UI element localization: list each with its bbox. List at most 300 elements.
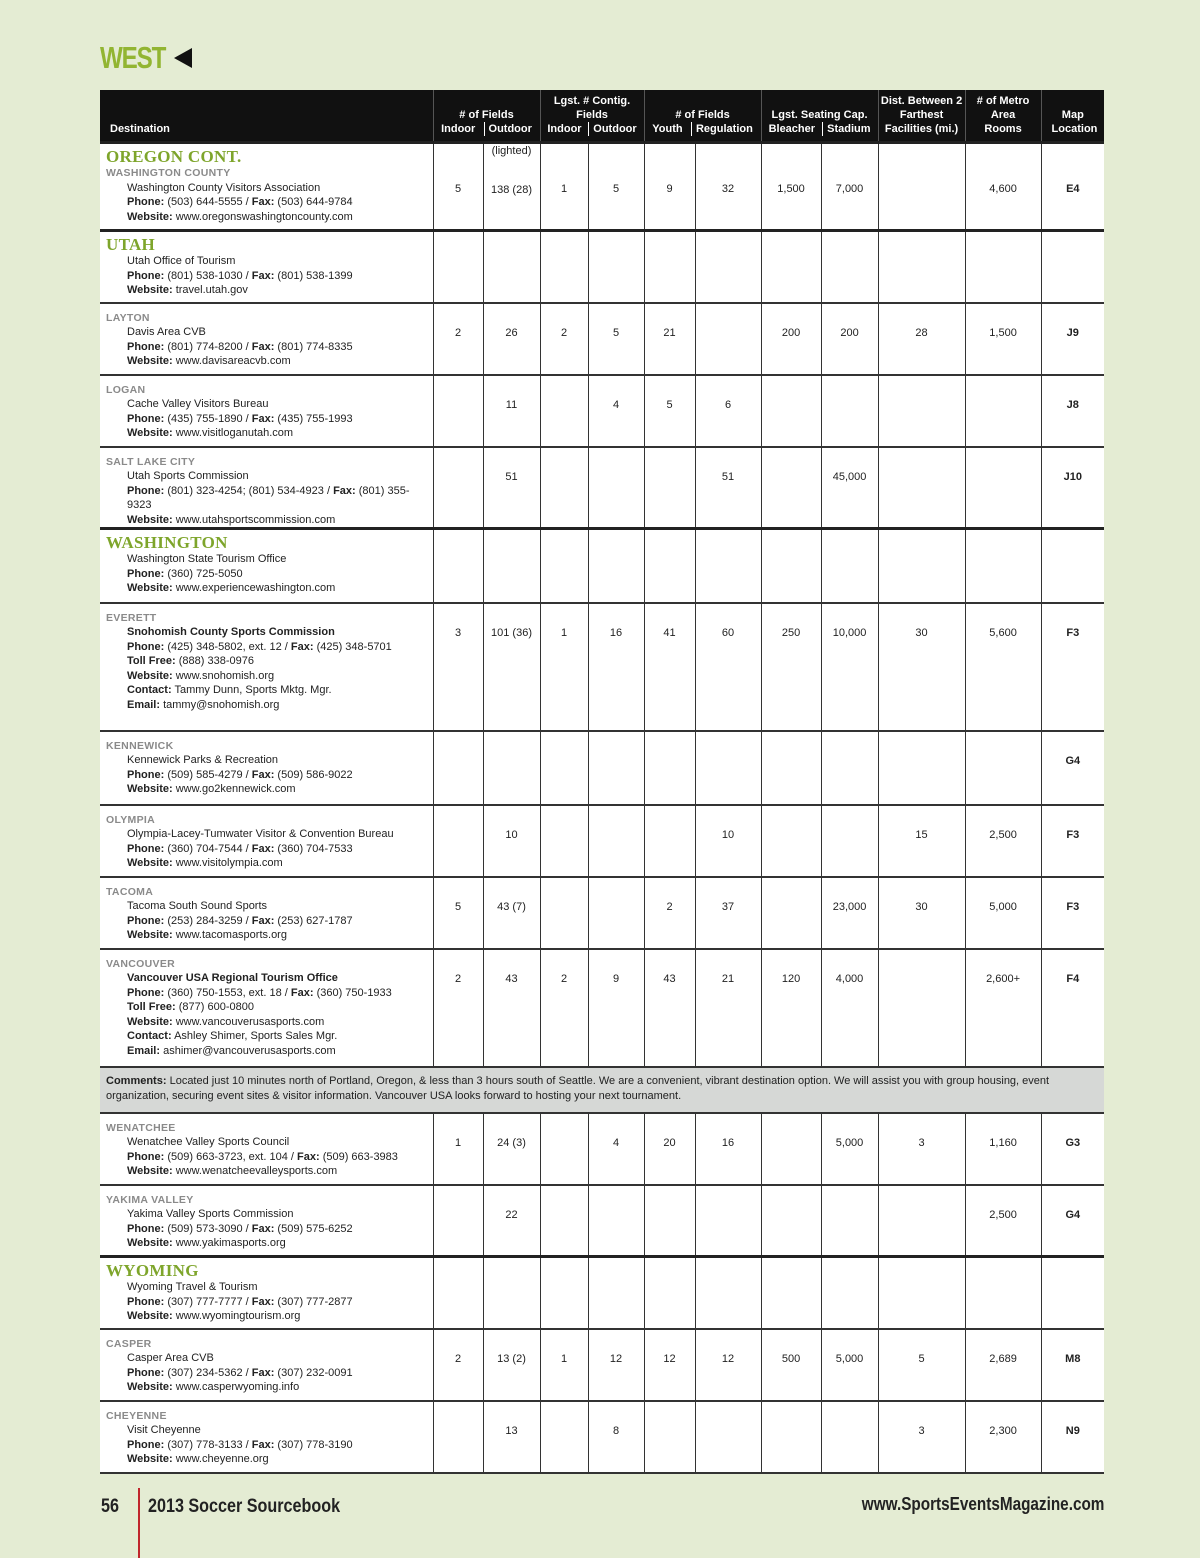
- phone-line: [106, 484, 431, 513]
- col-outdoor-2: Outdoor: [588, 122, 639, 136]
- value-cell: 12: [644, 1329, 695, 1401]
- fax-value: (307) 777-2877: [277, 1295, 353, 1308]
- value-cell: 13 (2): [483, 1329, 540, 1401]
- fax-value: (360) 704-7533: [277, 842, 353, 855]
- value-cell: 2,300: [965, 1401, 1041, 1473]
- value-cell: [540, 231, 588, 303]
- website-line-label: Website:: [127, 669, 173, 682]
- header-row: [100, 90, 1104, 143]
- table-row: [100, 1185, 1104, 1257]
- value-cell: [588, 447, 644, 529]
- website-line-label: Website:: [127, 1165, 173, 1177]
- phone-line: [106, 340, 431, 355]
- publication-title: 2013 Soccer Sourcebook: [148, 1496, 341, 1517]
- state-name: WASHINGTON: [106, 533, 228, 552]
- phone-line: [106, 768, 431, 783]
- value-cell: [433, 1185, 483, 1257]
- toll-free-line-value: (877) 600-0800: [178, 1001, 254, 1013]
- phone-line: [106, 269, 431, 284]
- comment-cell: [100, 1067, 1104, 1113]
- value-cell: 3: [878, 1401, 965, 1473]
- value-cell: [761, 731, 821, 805]
- table-row: [100, 447, 1104, 529]
- value-cell: 5: [588, 303, 644, 375]
- website-line: [106, 283, 431, 298]
- fax-label: Fax:: [251, 196, 275, 208]
- website-line-value[interactable]: www.cheyenne.org: [175, 1453, 269, 1465]
- value-cell: [540, 1185, 588, 1257]
- phone-line: [106, 986, 431, 1001]
- value-cell: [540, 731, 588, 805]
- fax-label: Fax:: [290, 986, 314, 999]
- phone-value: (503) 644-5555 /: [167, 196, 252, 208]
- value-cell: N9: [1041, 1401, 1104, 1473]
- website-line-value[interactable]: www.vancouverusasports.com: [175, 1015, 325, 1028]
- fax-value: (509) 663-3983: [322, 1150, 398, 1163]
- value-cell: [644, 805, 695, 877]
- website-line-value[interactable]: www.wyomingtourism.org: [175, 1310, 301, 1322]
- toll-free-line-value: (888) 338-0976: [178, 655, 254, 667]
- website-line-label: Website:: [127, 1381, 173, 1393]
- value-cell: M8: [1041, 1329, 1104, 1401]
- col-contig-label: Lgst. # Contig. Fields: [553, 95, 631, 121]
- value-cell: 5,000: [965, 877, 1041, 949]
- value-cell: 4,000: [821, 949, 878, 1067]
- toll-free-line-label: Toll Free:: [127, 655, 176, 667]
- value-cell: 10,000: [821, 603, 878, 731]
- value-cell: F4: [1041, 949, 1104, 1067]
- value-cell: 9: [588, 949, 644, 1067]
- fax-value: (307) 778-3190: [277, 1438, 353, 1451]
- value-cell: [483, 1257, 540, 1329]
- organization-name: Casper Area CVB: [127, 1352, 214, 1364]
- destination-cell: [100, 949, 433, 1067]
- state-name: WYOMING: [106, 1261, 199, 1280]
- value-cell: 13: [483, 1401, 540, 1473]
- phone-value: (307) 778-3133 /: [167, 1438, 252, 1451]
- website-line-label: Website:: [127, 1015, 173, 1028]
- value-cell: 4: [588, 1113, 644, 1185]
- value-cell: 8: [588, 1401, 644, 1473]
- value-cell: 1: [433, 1113, 483, 1185]
- value-cell: [644, 1185, 695, 1257]
- destination-cell: [100, 303, 433, 375]
- state-name: OREGON CONT.: [106, 147, 242, 166]
- website-line-label: Website:: [127, 783, 173, 795]
- value-cell: [588, 529, 644, 603]
- value-cell: 5,600: [965, 603, 1041, 731]
- website-line: [106, 928, 431, 943]
- destination-cell: [100, 1113, 433, 1185]
- value-cell: 43: [644, 949, 695, 1067]
- value-cell: [965, 231, 1041, 303]
- fax-value: (360) 750-1933: [316, 986, 392, 999]
- value-cell: [588, 1257, 644, 1329]
- value-cell: J10: [1041, 447, 1104, 529]
- phone-label: Phone:: [127, 196, 165, 208]
- organization-name: Utah Sports Commission: [127, 470, 249, 482]
- contact-line-label: Contact:: [127, 684, 172, 696]
- website-line: [106, 1309, 431, 1324]
- email-line: [106, 698, 431, 713]
- value-cell: 1,160: [965, 1113, 1041, 1185]
- section-title: WEST: [100, 40, 166, 75]
- value-cell: [483, 529, 540, 603]
- website-line-value[interactable]: www.davisareacvb.com: [175, 355, 291, 367]
- col-outdoor: Outdoor: [484, 122, 535, 136]
- value-cell: [588, 731, 644, 805]
- col-map: Map Location: [1041, 90, 1104, 143]
- value-cell: [644, 1257, 695, 1329]
- phone-label: Phone:: [127, 1150, 165, 1163]
- value-cell: 500: [761, 1329, 821, 1401]
- website-line-value[interactable]: www.yakimasports.org: [175, 1237, 286, 1249]
- organization-name: Cache Valley Visitors Bureau: [127, 398, 269, 410]
- value-cell: 10: [695, 805, 761, 877]
- value-cell: [761, 1401, 821, 1473]
- value-cell: 60: [695, 603, 761, 731]
- email-line-label: Email:: [127, 1044, 161, 1057]
- value-cell: [588, 805, 644, 877]
- fax-label: Fax:: [251, 768, 275, 781]
- phone-label: Phone:: [127, 412, 165, 425]
- phone-line: [106, 1222, 431, 1237]
- col-regulation: Regulation: [691, 122, 756, 136]
- value-cell: [540, 877, 588, 949]
- phone-label: Phone:: [127, 269, 165, 282]
- col-bleacher: Bleacher: [768, 123, 816, 135]
- page-footer: [0, 1488, 1200, 1558]
- phone-label: Phone:: [127, 842, 165, 855]
- value-cell: J8: [1041, 375, 1104, 447]
- value-cell: 26: [483, 303, 540, 375]
- comment-row: [100, 1067, 1104, 1113]
- phone-value: (801) 538-1030 /: [167, 269, 252, 282]
- website-line: [106, 354, 431, 369]
- destination-cell: [100, 1185, 433, 1257]
- organization-name: Tacoma South Sound Sports: [127, 900, 268, 912]
- value-cell: 9: [644, 143, 695, 231]
- col-fields-2-label: # of Fields: [675, 109, 730, 121]
- city-name: CHEYENNE: [106, 1409, 167, 1422]
- value-cell: [821, 1185, 878, 1257]
- website-line-value[interactable]: travel.utah.gov: [175, 284, 248, 296]
- fax-label: Fax:: [251, 1366, 275, 1379]
- website-line: [106, 669, 431, 684]
- col-stadium: Stadium: [822, 122, 873, 136]
- col-fields-2: [644, 90, 761, 143]
- value-cell: [761, 1185, 821, 1257]
- city-name: VANCOUVER: [106, 957, 176, 970]
- value-cell: [540, 375, 588, 447]
- phone-label: Phone:: [127, 914, 165, 927]
- website-line-label: Website:: [127, 1310, 173, 1322]
- fax-label: Fax:: [297, 1150, 320, 1163]
- page-number: 56: [101, 1496, 119, 1517]
- phone-value: (425) 348-5802, ext. 12 /: [167, 640, 291, 653]
- value-cell: [878, 143, 965, 231]
- value-cell: [433, 231, 483, 303]
- fax-value: (435) 755-1993: [277, 412, 353, 425]
- website-line-value[interactable]: www.casperwyoming.info: [175, 1381, 300, 1393]
- value-cell: 101 (36): [483, 603, 540, 731]
- toll-free-line: [106, 1000, 431, 1015]
- website-line-label: Website:: [127, 582, 173, 594]
- phone-line: [106, 1150, 431, 1165]
- value-cell: [695, 1185, 761, 1257]
- fax-value: (503) 644-9784: [277, 196, 353, 208]
- website-link[interactable]: www.SportsEventsMagazine.com: [861, 1494, 1104, 1514]
- website-line: [106, 1015, 431, 1030]
- value-cell: [695, 303, 761, 375]
- value-cell: 16: [588, 603, 644, 731]
- value-cell: [483, 143, 540, 231]
- organization-name: Snohomish County Sports Commission: [127, 626, 335, 638]
- website-line-value[interactable]: www.visitloganutah.com: [175, 427, 294, 439]
- website-line: [106, 1164, 431, 1179]
- value-cell: 2: [433, 303, 483, 375]
- phone-value: (509) 585-4279 /: [167, 768, 252, 781]
- value-cell: [761, 1257, 821, 1329]
- phone-label: Phone:: [127, 640, 165, 653]
- value-cell: 5,000: [821, 1329, 878, 1401]
- value-cell: 5: [644, 375, 695, 447]
- value-cell: 6: [695, 375, 761, 447]
- table-body: [100, 143, 1104, 1473]
- value-cell: 28: [878, 303, 965, 375]
- outdoor-value: 138 (28): [491, 183, 532, 196]
- value-cell: [433, 375, 483, 447]
- value-cell: [695, 1257, 761, 1329]
- value-cell: 1: [540, 1329, 588, 1401]
- value-cell: 2: [540, 949, 588, 1067]
- value-cell: [540, 1257, 588, 1329]
- value-cell: [1041, 1257, 1104, 1329]
- destination-cell: [100, 1329, 433, 1401]
- phone-value: (509) 663-3723, ext. 104 /: [167, 1150, 297, 1163]
- phone-line: [106, 195, 431, 210]
- city-name: WENATCHEE: [106, 1121, 176, 1134]
- value-cell: 5: [433, 143, 483, 231]
- organization-name: Olympia-Lacey-Tumwater Visitor & Convention Bureau: [127, 828, 394, 840]
- value-cell: 5: [588, 143, 644, 231]
- value-cell: 12: [588, 1329, 644, 1401]
- contact-line-label: Contact:: [127, 1030, 172, 1042]
- fax-label: Fax:: [251, 269, 275, 282]
- email-line-value: ashimer@vancouverusasports.com: [163, 1044, 336, 1057]
- fax-label: Fax:: [251, 1295, 275, 1308]
- phone-line: [106, 1295, 431, 1310]
- value-cell: 5: [433, 877, 483, 949]
- value-cell: E4: [1041, 143, 1104, 231]
- value-cell: 7,000: [821, 143, 878, 231]
- value-cell: 2,500: [965, 1185, 1041, 1257]
- table-row: [100, 1257, 1104, 1329]
- value-cell: [588, 231, 644, 303]
- website-line: [106, 782, 431, 797]
- table-row: [100, 731, 1104, 805]
- table-row: [100, 949, 1104, 1067]
- col-destination: Destination: [100, 90, 433, 143]
- website-line: [106, 1380, 431, 1395]
- value-cell: [644, 447, 695, 529]
- destination-cell: [100, 143, 433, 231]
- value-cell: 4,600: [965, 143, 1041, 231]
- value-cell: F3: [1041, 877, 1104, 949]
- fax-label: Fax:: [251, 842, 275, 855]
- phone-value: (509) 573-3090 /: [167, 1222, 252, 1235]
- value-cell: 12: [695, 1329, 761, 1401]
- phone-value: (360) 750-1553, ext. 18 /: [167, 986, 291, 999]
- website-line-value[interactable]: www.oregonswashingtoncounty.com: [175, 210, 353, 223]
- lighted-note: (lighted): [491, 145, 532, 157]
- fax-value: (425) 348-5701: [316, 640, 392, 653]
- phone-label: Phone:: [127, 986, 165, 999]
- value-cell: 2: [540, 303, 588, 375]
- col-contig: [540, 90, 644, 143]
- phone-value: (360) 704-7544 /: [167, 842, 252, 855]
- phone-line: [106, 567, 431, 582]
- value-cell: 20: [644, 1113, 695, 1185]
- website-line-value[interactable]: www.utahsportscommission.com: [175, 513, 336, 526]
- destination-cell: [100, 375, 433, 447]
- value-cell: [483, 231, 540, 303]
- phone-value: (360) 725-5050: [167, 567, 243, 580]
- value-cell: [588, 1185, 644, 1257]
- value-cell: F3: [1041, 805, 1104, 877]
- website-line-label: Website:: [127, 1453, 173, 1465]
- value-cell: [965, 447, 1041, 529]
- value-cell: [878, 447, 965, 529]
- section-heading: [100, 40, 192, 76]
- fax-value: (509) 586-9022: [277, 768, 353, 781]
- value-cell: 1: [540, 143, 588, 231]
- destinations-table-wrap: [100, 90, 1104, 1474]
- table-row: [100, 375, 1104, 447]
- toll-free-line: [106, 654, 431, 669]
- phone-label: Phone:: [127, 1295, 165, 1308]
- fax-label: Fax:: [251, 914, 275, 927]
- table-row: [100, 1329, 1104, 1401]
- value-cell: 1,500: [761, 143, 821, 231]
- value-cell: 200: [821, 303, 878, 375]
- fax-label: Fax:: [251, 1438, 275, 1451]
- value-cell: [433, 529, 483, 603]
- fax-value: (307) 232-0091: [277, 1366, 353, 1379]
- website-line: [106, 426, 431, 441]
- arrow-left-icon: [174, 48, 192, 68]
- destination-cell: [100, 603, 433, 731]
- value-cell: [644, 1401, 695, 1473]
- phone-value: (435) 755-1890 /: [167, 412, 252, 425]
- value-cell: 37: [695, 877, 761, 949]
- value-cell: [821, 375, 878, 447]
- value-cell: [965, 375, 1041, 447]
- value-cell: [965, 529, 1041, 603]
- city-name: YAKIMA VALLEY: [106, 1193, 194, 1206]
- value-cell: [878, 1257, 965, 1329]
- phone-label: Phone:: [127, 1438, 165, 1451]
- organization-name: Yakima Valley Sports Commission: [127, 1208, 294, 1220]
- value-cell: [433, 1257, 483, 1329]
- value-cell: 5: [878, 1329, 965, 1401]
- destination-cell: [100, 529, 433, 603]
- website-line-value[interactable]: www.tacomasports.org: [175, 929, 287, 941]
- value-cell: 30: [878, 603, 965, 731]
- comment-text: Located just 10 minutes north of Portland, Oregon, & less than 3 hours south of Seattle. We are a convenient, vibrant destination option. We will assist you with group housing, event organization, securing event sites & visitor information. Vancouver USA looks forward to hosting your next tournament.: [106, 1074, 1050, 1102]
- contact-line-value: Ashley Shimer, Sports Sales Mgr.: [174, 1030, 338, 1042]
- value-cell: 43: [483, 949, 540, 1067]
- organization-name: Davis Area CVB: [127, 326, 206, 338]
- city-name: TACOMA: [106, 885, 154, 898]
- value-cell: 3: [878, 1113, 965, 1185]
- value-cell: [644, 529, 695, 603]
- value-cell: [965, 731, 1041, 805]
- fax-value: (509) 575-6252: [277, 1222, 353, 1235]
- destination-cell: [100, 447, 433, 529]
- value-cell: [821, 731, 878, 805]
- city-name: KENNEWICK: [106, 739, 174, 752]
- city-name: OLYMPIA: [106, 813, 155, 826]
- value-cell: [761, 877, 821, 949]
- value-cell: [483, 731, 540, 805]
- organization-name: Vancouver USA Regional Tourism Office: [127, 972, 338, 984]
- value-cell: [821, 529, 878, 603]
- email-line-label: Email:: [127, 698, 161, 711]
- fax-label: Fax:: [333, 484, 356, 497]
- website-line-label: Website:: [127, 355, 173, 367]
- value-cell: [878, 231, 965, 303]
- website-line-value[interactable]: www.experiencewashington.com: [175, 582, 336, 594]
- contact-line-value: Tammy Dunn, Sports Mktg. Mgr.: [174, 684, 332, 696]
- value-cell: [821, 231, 878, 303]
- value-cell: [878, 529, 965, 603]
- value-cell: [761, 231, 821, 303]
- website-line-value[interactable]: www.visitolympia.com: [175, 857, 283, 869]
- value-cell: [695, 231, 761, 303]
- value-cell: [761, 1113, 821, 1185]
- col-indoor-2: Indoor: [547, 123, 582, 135]
- value-cell: [433, 805, 483, 877]
- city-name: EVERETT: [106, 611, 157, 624]
- phone-label: Phone:: [127, 484, 165, 497]
- website-line-value[interactable]: www.go2kennewick.com: [175, 783, 296, 795]
- value-cell: [761, 805, 821, 877]
- value-cell: 22: [483, 1185, 540, 1257]
- fax-value: (801) 355-9323: [127, 484, 410, 511]
- value-cell: 51: [695, 447, 761, 529]
- phone-value: (253) 284-3259 /: [167, 914, 252, 927]
- email-line: [106, 1044, 431, 1059]
- value-cell: 2,500: [965, 805, 1041, 877]
- phone-value: (801) 774-8200 /: [167, 340, 252, 353]
- value-cell: [878, 731, 965, 805]
- website-line-value[interactable]: www.wenatcheevalleysports.com: [175, 1165, 338, 1177]
- table-row: [100, 303, 1104, 375]
- value-cell: [695, 731, 761, 805]
- value-cell: 2,689: [965, 1329, 1041, 1401]
- value-cell: 2: [644, 877, 695, 949]
- website-line: [106, 513, 431, 528]
- col-seating: [761, 90, 878, 143]
- phone-line: [106, 412, 431, 427]
- value-cell: [695, 1401, 761, 1473]
- website-line-value[interactable]: www.snohomish.org: [175, 669, 275, 682]
- phone-line: [106, 1438, 431, 1453]
- value-cell: [761, 529, 821, 603]
- organization-name: Washington County Visitors Association: [127, 181, 321, 194]
- value-cell: [761, 375, 821, 447]
